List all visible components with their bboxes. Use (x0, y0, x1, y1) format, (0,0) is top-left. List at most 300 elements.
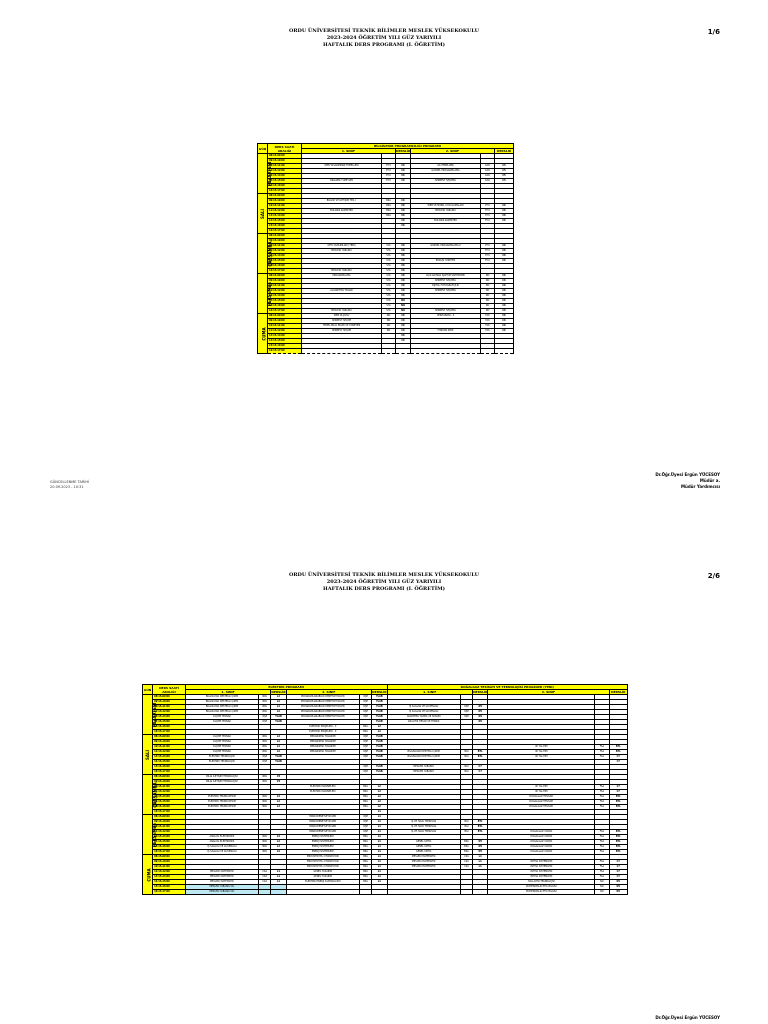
dogalgaz-instructor-class-1: BGİ (460, 755, 472, 760)
signer-name: Dr.Öğr.Üyesi Ergün YÜCESOY (655, 472, 720, 477)
elektrik-instructor-class-1: NPA (259, 710, 271, 715)
elektrik-course-class-1: MESLEKİ MATEMATİK (185, 875, 258, 880)
instructor-class-2: FAK (481, 329, 495, 334)
elektrik-instructor-class-2: OŞE (359, 820, 371, 825)
elektrik-course-class-2: ENERJİ SİSTEMLERİ (286, 850, 359, 855)
time-slot: 09:15-10:00 (153, 820, 186, 825)
time-slot: 13:15-14:00 (153, 715, 186, 720)
instructor-class-2: EYU (481, 254, 495, 259)
time-slot: 10:15-11:00 (153, 705, 186, 710)
time-slot: 14:15-15:00 (153, 800, 186, 805)
dogalgaz-room-class-2: BTL (609, 835, 627, 840)
room-header: DERSLİK (396, 149, 411, 153)
elektrik-room-class-2: L2 (372, 785, 387, 790)
dogalgaz-course-class-1: GENEL KİMYA (387, 850, 460, 855)
schedule-row (258, 349, 514, 354)
dogalgaz-course-class-2: ISI YALITIM (488, 785, 595, 790)
dogalgaz-room-class-1: BTL (473, 755, 488, 760)
dogalgaz-room-class-2: BTL (609, 745, 627, 750)
time-slot: 11:15-12:00 (153, 710, 186, 715)
program-header-elektrik: ELEKTRİK PROGRAMI (185, 685, 387, 690)
elektrik-room-class-2: L2 (372, 805, 387, 810)
instructor-class-1: BKA (382, 199, 396, 204)
instructor-class-2: FAK (481, 319, 495, 324)
time-slot: 09:15-10:00 (268, 159, 302, 164)
course-class-2: DİJİTAL FOTOĞRAFÇILIK (411, 284, 481, 289)
time-slot: 16:15-17:00 (153, 810, 186, 815)
room-header: DERSLİK (495, 149, 514, 154)
room-class-2: C6 (495, 219, 514, 224)
room-class-2: C6 (495, 299, 514, 304)
elektrik-room-class-1: L2 (271, 750, 286, 755)
elektrik-instructor-class-2: BKA (359, 790, 371, 795)
course-class-2: SERBEST SEÇMELİ (411, 309, 481, 314)
dogalgaz-course-class-2: ISITMA SİSTEMLERİ (488, 860, 595, 865)
elektrik-course-class-1: ÖLÇME TEKNİĞİ (185, 745, 258, 750)
dogalgaz-room-class-1: D5 (473, 715, 488, 720)
dogalgaz-course-class-2: DOĞALGAZ YAKMA (488, 840, 595, 845)
course-class-1: WEB ÖLÇÜSÜ (302, 314, 382, 319)
dogalgaz-room-class-2: C7 (609, 785, 627, 790)
room-class-1: C6 (396, 274, 411, 279)
time-slot: 08:15-09:00 (268, 234, 302, 239)
elektrik-instructor-class-1: NPA (259, 795, 271, 800)
instructor-class-1: BKA (382, 209, 396, 214)
elektrik-course-class-2: MEKANİZMA TASARIMI (286, 745, 359, 750)
elektrik-room-class-2: L2 (372, 795, 387, 800)
time-slot: 08:15-09:00 (268, 154, 302, 159)
time-slot: 14:15-15:00 (153, 760, 186, 765)
elektrik-room-class-1 (271, 890, 286, 895)
time-slot: 08:15-09:00 (153, 735, 186, 740)
room-class-2: C6 (495, 314, 514, 319)
page-number: 1/6 (707, 28, 720, 36)
instructor-class-2: NO (481, 299, 495, 304)
room-class-2: C6 (495, 214, 514, 219)
elektrik-room-class-2: L1 (372, 880, 387, 885)
room-class-2: C6 (495, 209, 514, 214)
day-name: ÇARŞAMBA (152, 781, 158, 808)
dogalgaz-course-class-1: BİLGİSAYAR DESTEKLİ ÇİZİM (387, 750, 460, 755)
class-2-header: 2. SINIF (286, 690, 372, 695)
elektrik-instructor-class-2: OŞE (359, 755, 371, 760)
instructor-class-1: NO (382, 314, 396, 319)
instructor-class-2: KAR (481, 169, 495, 174)
elektrik-course-class-1: ÖLÇME TEKNİĞİ (185, 720, 258, 725)
title-line: ORDU ÜNİVERSİTESİ TEKNİK BİLİMLER MESLEK YÜKSEKOKULU (288, 572, 480, 578)
dogalgaz-course-class-2: DOĞALGAZ TESİSATI (488, 805, 595, 810)
elektrik-room-class-1: L2 (271, 800, 286, 805)
room-class-2: C6 (495, 309, 514, 314)
time-slot: 15:15-16:00 (153, 765, 186, 770)
instructor-class-1: SYA (382, 274, 396, 279)
instructor-class-2: EYU (481, 219, 495, 224)
dogalgaz-room-class-1: D5 (473, 710, 488, 715)
course-class-1: ORGANİK YÜZEYLER (302, 179, 382, 184)
elektrik-instructor-class-1: NPA (259, 695, 271, 700)
dogalgaz-room-class-2: C7 (609, 790, 627, 795)
room-header: DERSLİK (473, 690, 488, 694)
elektrik-room-class-1: L1 (271, 880, 286, 885)
time-slot: 14:15-15:00 (268, 179, 302, 184)
elektrik-instructor-class-1: NPA (259, 850, 271, 855)
program-header-dogalgaz: DOĞALGAZ TESİSATI VE TEKNOLOJİSİ PROGRAMI (YENİ) (387, 685, 628, 690)
elektrik-instructor-class-1: NPA (259, 740, 271, 745)
elektrik-instructor-class-2: BKA (359, 730, 371, 735)
dogalgaz-course-class-1: BİLGİSAYAR DESTEKLİ ÇİZİM (387, 755, 460, 760)
elektrik-instructor-class-2: BKA (359, 785, 371, 790)
dogalgaz-room-class-2: C7 (609, 875, 627, 880)
instructor-class-1: NO (382, 319, 396, 324)
instructor-class-1: SYA (382, 309, 396, 314)
day-label (143, 735, 153, 775)
course-class-1: MESLEKİ YABANCI (302, 249, 382, 254)
dogalgaz-instructor-class-1: BGİ (460, 830, 472, 835)
course-class-1: SERBEST SEÇME (302, 319, 382, 324)
time-slot: 08:15-09:00 (153, 695, 186, 700)
instructor-class-1: EYU (382, 164, 396, 169)
elektrik-course-class-2: ENDÜSTRİYEL OTOMASYON (286, 860, 359, 865)
elektrik-instructor-class-2: OŞE (359, 705, 371, 710)
dogalgaz-room-class-1: BTL (473, 820, 488, 825)
dogalgaz-room-class-1: D5 (473, 850, 488, 855)
schedule-table-elektrik-dogalgaz (142, 684, 628, 895)
room-class-2: C6 (495, 249, 514, 254)
room-class-1: C6 (396, 224, 411, 229)
update-date: 20.09.2023 - 10:31 (50, 485, 84, 489)
instructor-class-2: NO (481, 284, 495, 289)
course-class-1: MESLEKİ YABANCI (302, 269, 382, 274)
dogalgaz-course-class-2: ISI YALITIM (488, 790, 595, 795)
time-slot: 08:15-09:00 (153, 815, 186, 820)
elektrik-room-class-2: L1 (372, 820, 387, 825)
dogalgaz-instructor-class-2: FSA (595, 875, 609, 880)
elektrik-room-class-2: YLAB (372, 705, 387, 710)
col-time-header: DERS SAATİ ARALIĞI (268, 144, 302, 154)
dogalgaz-course-class-1: MESLEKİ MATEMATİK (387, 855, 460, 860)
time-slot: 14:15-15:00 (268, 259, 302, 264)
day-label (143, 815, 158, 855)
time-slot: 16:15-17:00 (153, 770, 186, 775)
elektrik-instructor-class-1: OŞE (259, 755, 271, 760)
dogalgaz-room-class-2: BTL (609, 805, 627, 810)
class-2-header: 2. SINIF (411, 149, 495, 154)
room-class-1: C6 (396, 214, 411, 219)
elektrik-instructor-class-1: NPA (259, 800, 271, 805)
room-class-2: C6 (495, 259, 514, 264)
course-class-2: AÇIK KAYNAK İŞLETİM SİSTEMLERİ (411, 274, 481, 279)
dogalgaz-course-class-1: İŞ SAĞLIĞI VE GÜVENLİĞİ (387, 710, 460, 715)
elektrik-room-class-1: YLAB (271, 755, 286, 760)
elektrik-instructor-class-2: BKA (359, 860, 371, 865)
elektrik-instructor-class-1 (259, 890, 271, 895)
dogalgaz-instructor-class-2: FSA (595, 755, 609, 760)
elektrik-room-class-2: YLAB (372, 735, 387, 740)
room-class-1: C6 (396, 264, 411, 269)
class-1-header: 1. SINIF (387, 690, 473, 695)
day-label (143, 775, 158, 815)
time-slot: 13:15-14:00 (268, 294, 302, 299)
day-name: PERŞEMBE (152, 822, 158, 847)
elektrik-course-class-2: PROGRAMLANABİLİR DENETLEYİCİLER (286, 700, 359, 705)
time-slot: 16:15-17:00 (268, 309, 302, 314)
elektrik-course-class-2: MEKANİZMA TASARIMI (286, 735, 359, 740)
time-slot: 10:15-11:00 (153, 785, 186, 790)
day-name: CUMA (146, 867, 152, 882)
elektrik-course-class-1: ELEKTRİK TEKNİK RESİM (185, 805, 258, 810)
dogalgaz-room-class-1: L1 (473, 865, 488, 870)
time-slot: 13:15-14:00 (268, 254, 302, 259)
elektrik-instructor-class-2: OŞE (359, 700, 371, 705)
room-class-1: C6 (396, 339, 411, 344)
dogalgaz-room-class-1: L1 (473, 855, 488, 860)
room-class-1: C6 (396, 319, 411, 324)
time-slot: 16:15-17:00 (268, 189, 302, 194)
room-header: DERSLİK (372, 690, 387, 694)
day-name: PAZARTESİ (267, 161, 273, 186)
dogalgaz-room-class-1: BTL (473, 750, 488, 755)
instructor-class-1: SYA (382, 299, 396, 304)
instructor-class-1: NO (382, 329, 396, 334)
dogalgaz-room-class-2: BTL (609, 840, 627, 845)
elektrik-instructor-class-2: BKA (359, 855, 371, 860)
elektrik-course-class-1: MESLEKİ YABANCI DİL (185, 890, 258, 895)
course-class-2: SERBEST SEÇMELİ (411, 279, 481, 284)
page-number: 2/6 (707, 572, 720, 580)
dogalgaz-course-class-2: HALLAYINI TEKNOLOJİSİ (488, 880, 595, 885)
time-slot: 15:15-16:00 (268, 184, 302, 189)
room-class-2: C6 (495, 279, 514, 284)
room-class-2: C6 (495, 289, 514, 294)
time-slot: 10:15-11:00 (153, 825, 186, 830)
time-slot: 15:15-16:00 (268, 304, 302, 309)
elektrik-instructor-class-2: OŞE (359, 765, 371, 770)
course-class-1: PROGRAMLAMA (302, 274, 382, 279)
elektrik-instructor-class-1: NPA (259, 750, 271, 755)
elektrik-room-class-2: YLAB (372, 765, 387, 770)
dogalgaz-course-class-1: GENEL KİMYA (387, 840, 460, 845)
room-class-1: C6 (396, 284, 411, 289)
class-2-header: 2. SINIF (488, 690, 609, 695)
elektrik-room-class-2: L1 (372, 865, 387, 870)
instructor-class-1: SYA (382, 269, 396, 274)
day-label (258, 274, 273, 314)
title-line: 2023-2024 ÖĞRETİM YILI GÜZ YARIYILI (326, 35, 442, 41)
room-class-1: C6 (396, 269, 411, 274)
dogalgaz-instructor-class-2: NO (595, 880, 609, 885)
room-class-1: C6 (396, 219, 411, 224)
time-slot: 11:15-12:00 (268, 289, 302, 294)
dogalgaz-room-class-2: BTL (609, 800, 627, 805)
course-class-2: MESLEKİ YABANCI (411, 209, 481, 214)
elektrik-instructor-class-2: OŞE (359, 815, 371, 820)
time-slot: 15:15-16:00 (153, 725, 186, 730)
elektrik-course-class-2: ELEKTRİK ENERJİ SANTRALLERİ (286, 880, 359, 885)
elektrik-course-class-2: ELEKTRİK PROJELERİ - II (286, 725, 359, 730)
elektrik-instructor-class-2: BKA (359, 800, 371, 805)
course-class-1: ALGORİTMA TASARI (302, 289, 382, 294)
room-class-2: C6 (495, 244, 514, 249)
elektrik-course-class-2: PROGRAMLANABİLİR DENETLEYİCİLER (286, 715, 359, 720)
dogalgaz-room-class-1: D5 (473, 705, 488, 710)
time-slot: 11:15-12:00 (268, 169, 302, 174)
room-class-1: C6 (396, 199, 411, 204)
elektrik-instructor-class-1: NPA (259, 735, 271, 740)
elektrik-course-class-2: ENERJİ SİSTEMLERİ (286, 835, 359, 840)
elektrik-room-class-2: L1 (372, 870, 387, 875)
instructor-class-2: FAK (481, 324, 495, 329)
time-slot: 15:15-16:00 (268, 224, 302, 229)
dogalgaz-instructor-class-2: FSA (595, 745, 609, 750)
instructor-class-2: NO (481, 304, 495, 309)
elektrik-room-class-2: L1 (372, 845, 387, 850)
elektrik-room-class-2: YLAB (372, 745, 387, 750)
elektrik-instructor-class-2: BKA (359, 870, 371, 875)
dogalgaz-room-class-2: C7 (609, 860, 627, 865)
room-class-2: C5 (495, 164, 514, 169)
time-slot: 08:15-09:00 (153, 775, 186, 780)
dogalgaz-room-class-1 (473, 890, 488, 895)
schedule-table-bilgisayar (257, 143, 514, 354)
elektrik-course-class-1: ÖLÇME TEKNİĞİ (185, 735, 258, 740)
update-info (50, 480, 89, 490)
elektrik-course-class-2: ELEKTRİK PROJELERİ - II (286, 730, 359, 735)
time-slot: 09:15-10:00 (268, 279, 302, 284)
dogalgaz-course-class-2: ISI YALITIM (488, 745, 595, 750)
dogalgaz-course-class-1: İŞ SAĞLIĞI VE GÜVENLİĞİ (387, 705, 460, 710)
time-slot: 11:15-12:00 (268, 209, 302, 214)
dogalgaz-course-class-1: MESLEKİ MATEMATİK (387, 860, 460, 865)
day-name: ÇARŞAMBA (267, 240, 273, 267)
dogalgaz-instructor-class-1: BGİ (460, 825, 472, 830)
time-slot: 13:15-14:00 (268, 174, 302, 179)
time-slot: 13:15-14:00 (153, 875, 186, 880)
elektrik-instructor-class-1: NPA (259, 745, 271, 750)
elektrik-instructor-class-2: OŞE (359, 735, 371, 740)
elektrik-instructor-class-1: CKA (259, 870, 271, 875)
elektrik-instructor-class-2: BKA (359, 805, 371, 810)
room-class-1: C6 (396, 169, 411, 174)
dogalgaz-course-class-1: İŞ VE HAVA TEMİZLİĞİ (387, 830, 460, 835)
dogalgaz-room-class-1: C7 (473, 765, 488, 770)
title-line: ORDU ÜNİVERSİTESİ TEKNİK BİLİMLER MESLEK YÜKSEKOKULU (288, 28, 480, 34)
elektrik-instructor-class-2: BKA (359, 850, 371, 855)
room-class-1: C6 (396, 289, 411, 294)
time-slot: 08:15-09:00 (153, 855, 186, 860)
dogalgaz-instructor-class-1: BGİ (460, 770, 472, 775)
dogalgaz-course-class-2: DOĞALGAZ YAKMA (488, 830, 595, 835)
elektrik-course-class-2: MİKRODENETLEYİCİLER (286, 815, 359, 820)
dogalgaz-room-class-2: BTL (609, 845, 627, 850)
dogalgaz-instructor-class-1: BGİ (460, 820, 472, 825)
elektrik-room-class-2: YLAB (372, 755, 387, 760)
course-class-2: AĞ TEMELLERİ (411, 164, 481, 169)
dogalgaz-instructor-class-1: OŞE (460, 710, 472, 715)
room-class-1: NO (396, 309, 411, 314)
instructor-class-2: EYU (481, 204, 495, 209)
instructor-class-2: EYU (481, 209, 495, 214)
dogalgaz-instructor-class-1: BGİ (460, 765, 472, 770)
instructor-class-1: SYA (382, 259, 396, 264)
dogalgaz-room-class-2: D5 (609, 880, 627, 885)
dogalgaz-room-class-2: BTL (609, 795, 627, 800)
signer-name: Dr.Öğr.Üyesi Ergün YÜCESOY (655, 1015, 720, 1020)
room-class-2: C6 (495, 254, 514, 259)
elektrik-instructor-class-1: NPA (259, 775, 271, 780)
elektrik-instructor-class-2: OŞE (359, 825, 371, 830)
elektrik-room-class-1: L1 (271, 870, 286, 875)
dogalgaz-room-class-2: C7 (609, 760, 627, 765)
dogalgaz-course-class-2: DOĞALGAZ TESİSATI (488, 795, 595, 800)
dogalgaz-instructor-class-2: NO (595, 890, 609, 895)
col-time-header: DERS SAATİ ARALIĞI (153, 685, 186, 695)
course-class-2: SERBEST SEÇMELİ (411, 179, 481, 184)
room-class-2: C5 (495, 174, 514, 179)
course-class-2: GÖRSEL PROGRAMLAMA (411, 169, 481, 174)
elektrik-course-class-2: PROGRAMLANABİLİR DENETLEYİCİLER (286, 710, 359, 715)
room-class-1 (396, 349, 411, 354)
elektrik-room-class-1: L2 (271, 835, 286, 840)
dogalgaz-room-class-2: C7 (609, 755, 627, 760)
instructor-class-1: NO (382, 324, 396, 329)
elektrik-course-class-2: MEKANİZMA TASARIMI (286, 750, 359, 755)
instructor-class-2: KAR (481, 174, 495, 179)
elektrik-instructor-class-1: NPA (259, 805, 271, 810)
room-class-1: C6 (396, 174, 411, 179)
instructor-class-1: BKA (382, 204, 396, 209)
elektrik-course-class-1: ANALOG ELEKTRONİK (185, 835, 258, 840)
time-slot: 16:15-17:00 (153, 850, 186, 855)
dogalgaz-instructor-class-2: FSA (595, 860, 609, 865)
dogalgaz-room-class-1: C7 (473, 770, 488, 775)
dogalgaz-room-class-1: BTL (473, 830, 488, 835)
dogalgaz-course-class-1: AKADEMİK YAZMA VE SUNUM (387, 715, 460, 720)
instructor-class-1 (382, 349, 396, 354)
elektrik-course-class-2: GENEL TASARIM (286, 870, 359, 875)
dogalgaz-room-class-2: D5 (609, 885, 627, 890)
elektrik-instructor-class-2: BKA (359, 865, 371, 870)
elektrik-room-class-2: L1 (372, 840, 387, 845)
dogalgaz-instructor-class-1: OŞE (460, 705, 472, 710)
elektrik-course-class-2: MİKRODENETLEYİCİLER (286, 820, 359, 825)
elektrik-course-class-1: BİLGİ İLETİŞİM TEKNOLOJİSİ (185, 780, 258, 785)
elektrik-room-class-2: YLAB (372, 710, 387, 715)
time-slot: 09:15-10:00 (268, 199, 302, 204)
instructor-class-1: SYA (382, 294, 396, 299)
time-slot: 09:15-10:00 (153, 780, 186, 785)
instructor-class-1: BKA (382, 214, 396, 219)
elektrik-course-class-2: ELEKTRİK MAKİNELERİ (286, 785, 359, 790)
program-header: BİLGİSAYAR PROGRAMCILIĞI PROGRAMI (302, 144, 514, 149)
instructor-class-1: EYU (382, 174, 396, 179)
time-slot: 14:15-15:00 (268, 219, 302, 224)
dogalgaz-course-class-1: MESLEKİ YABANCI (387, 770, 460, 775)
room-class-1: C6 (396, 164, 411, 169)
time-slot: 14:15-15:00 (153, 840, 186, 845)
time-slot: 16:15-17:00 (268, 349, 302, 354)
elektrik-room-class-2: L2 (372, 730, 387, 735)
dogalgaz-instructor-class-1: BGİ (460, 750, 472, 755)
elektrik-room-class-1: YLAB (271, 720, 286, 725)
dogalgaz-room-class-2: BTL (609, 830, 627, 835)
dogalgaz-course-class-1: İŞ VE HAVA TEMİZLİĞİ (387, 825, 460, 830)
dogalgaz-course-class-2: DOĞALGAZ YAKMA (488, 835, 595, 840)
dogalgaz-room-class-1: L1 (473, 860, 488, 865)
elektrik-course-class-1: BİLGİSAYAR DESTEKLİ ÇİZİM (185, 705, 258, 710)
instructor-class-2: NO (481, 279, 495, 284)
elektrik-room-class-2: L1 (372, 860, 387, 865)
elektrik-instructor-class-1: OŞE (259, 715, 271, 720)
